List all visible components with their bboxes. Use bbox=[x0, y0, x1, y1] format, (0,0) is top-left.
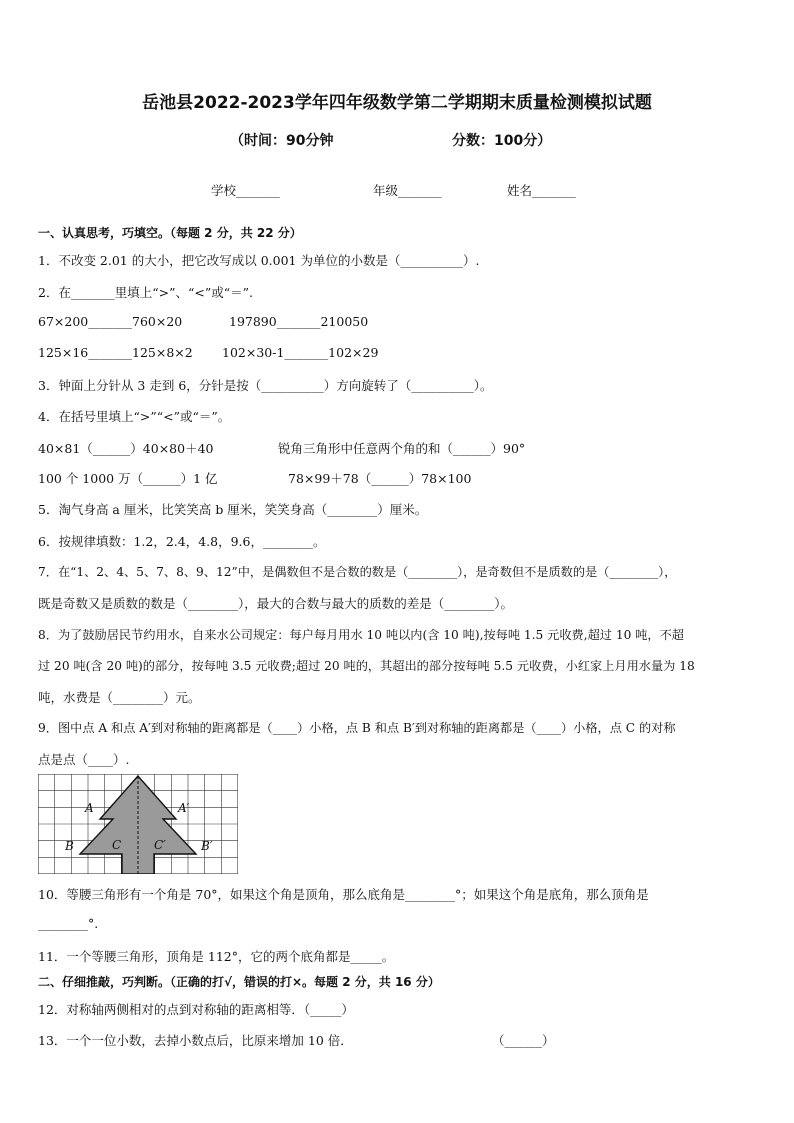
question-2b: 197890_______210050 bbox=[229, 314, 369, 329]
question-13: 13．一个一位小数，去掉小数点后，比原来增加 10 倍． bbox=[38, 1033, 353, 1048]
label-c-prime: C′ bbox=[154, 838, 166, 852]
question-13-blank: （______） bbox=[492, 1033, 555, 1048]
question-10-line-2: ________°. bbox=[38, 916, 99, 931]
symmetry-figure bbox=[38, 774, 238, 874]
exam-time: （时间：90分钟 bbox=[230, 133, 334, 149]
question-9-line-1: 9．图中点 A 和点 A′到对称轴的距离都是（____）小格，点 B 和点 B′到对称轴的距离都是（____）小格，点 C 的对称 bbox=[38, 721, 676, 735]
question-5: 5．淘气身高 a 厘米，比笑笑高 b 厘米，笑笑身高（________）厘米。 bbox=[38, 502, 428, 517]
question-2c: 125×16_______125×8×2 bbox=[38, 345, 193, 360]
question-4a: 40×81（______）40×80＋40 bbox=[38, 441, 214, 456]
label-a-prime: A′ bbox=[178, 801, 190, 815]
label-c: C bbox=[112, 838, 122, 852]
question-4d: 78×99＋78（______）78×100 bbox=[288, 471, 472, 486]
question-11: 11．一个等腰三角形，顶角是 112°，它的两个底角都是_____。 bbox=[38, 949, 395, 964]
question-12: 12．对称轴两侧相对的点到对称轴的距离相等．（_____） bbox=[38, 1002, 354, 1017]
question-4b: 锐角三角形中任意两个角的和（______）90° bbox=[278, 441, 526, 456]
school-field: 学校_______ bbox=[211, 183, 280, 198]
label-b-prime: B′ bbox=[201, 839, 213, 853]
question-6: 6．按规律填数：1.2，2.4，4.8，9.6，________。 bbox=[38, 534, 326, 549]
question-1: 1．不改变 2.01 的大小，把它改写成以 0.001 为单位的小数是（__________）. bbox=[38, 253, 480, 268]
question-9-line-2: 点是点（____）. bbox=[38, 752, 130, 767]
question-8-line-2: 过 20 吨(含 20 吨)的部分，按每吨 3.5 元收费;超过 20 吨的，其超出的部分按每吨 5.5 元收费，小红家上月用水量为 18 bbox=[38, 659, 695, 673]
name-field: 姓名_______ bbox=[507, 183, 576, 198]
question-2a: 67×200_______760×20 bbox=[38, 314, 183, 329]
label-b: B bbox=[65, 839, 74, 853]
exam-score: 分数：100分） bbox=[452, 133, 552, 149]
question-2: 2．在_______里填上“>”、“<”或“＝”. bbox=[38, 285, 253, 300]
question-2d: 102×30-1_______102×29 bbox=[222, 345, 379, 360]
question-3: 3．钟面上分针从 3 走到 6，分针是按（__________）方向旋转了（__________）。 bbox=[38, 378, 493, 393]
page-title: 岳池县2022-2023学年四年级数学第二学期期末质量检测模拟试题 bbox=[142, 93, 652, 113]
question-4c: 100 个 1000 万（______）1 亿 bbox=[38, 471, 218, 486]
question-8-line-1: 8．为了鼓励居民节约用水，自来水公司规定：每户每月用水 10 吨以内(含 10 吨),按每吨 1.5 元收费,超过 10 吨，不超 bbox=[38, 628, 684, 642]
question-8-line-3: 吨，水费是（________）元。 bbox=[38, 690, 201, 705]
grade-field: 年级_______ bbox=[373, 183, 442, 198]
section-1-heading: 一、认真思考，巧填空。（每题 2 分，共 22 分） bbox=[38, 226, 302, 240]
section-2-heading: 二、仔细推敲，巧判断。（正确的打√，错误的打×。每题 2 分，共 16 分） bbox=[38, 975, 440, 989]
question-10-line-1: 10．等腰三角形有一个角是 70°，如果这个角是顶角，那么底角是________°；如果这个角是底角，那么顶角是 bbox=[38, 887, 649, 902]
question-4: 4．在括号里填上“>”“<”或“＝”。 bbox=[38, 409, 231, 424]
label-a: A bbox=[85, 801, 94, 815]
question-7-line-2: 既是奇数又是质数的数是（________），最大的合数与最大的质数的差是（________）。 bbox=[38, 596, 514, 611]
question-7-line-1: 7．在“1、2、4、5、7、8、9、12”中，是偶数但不是合数的数是（________），是奇数但不是质数的是（________）， bbox=[38, 565, 677, 579]
